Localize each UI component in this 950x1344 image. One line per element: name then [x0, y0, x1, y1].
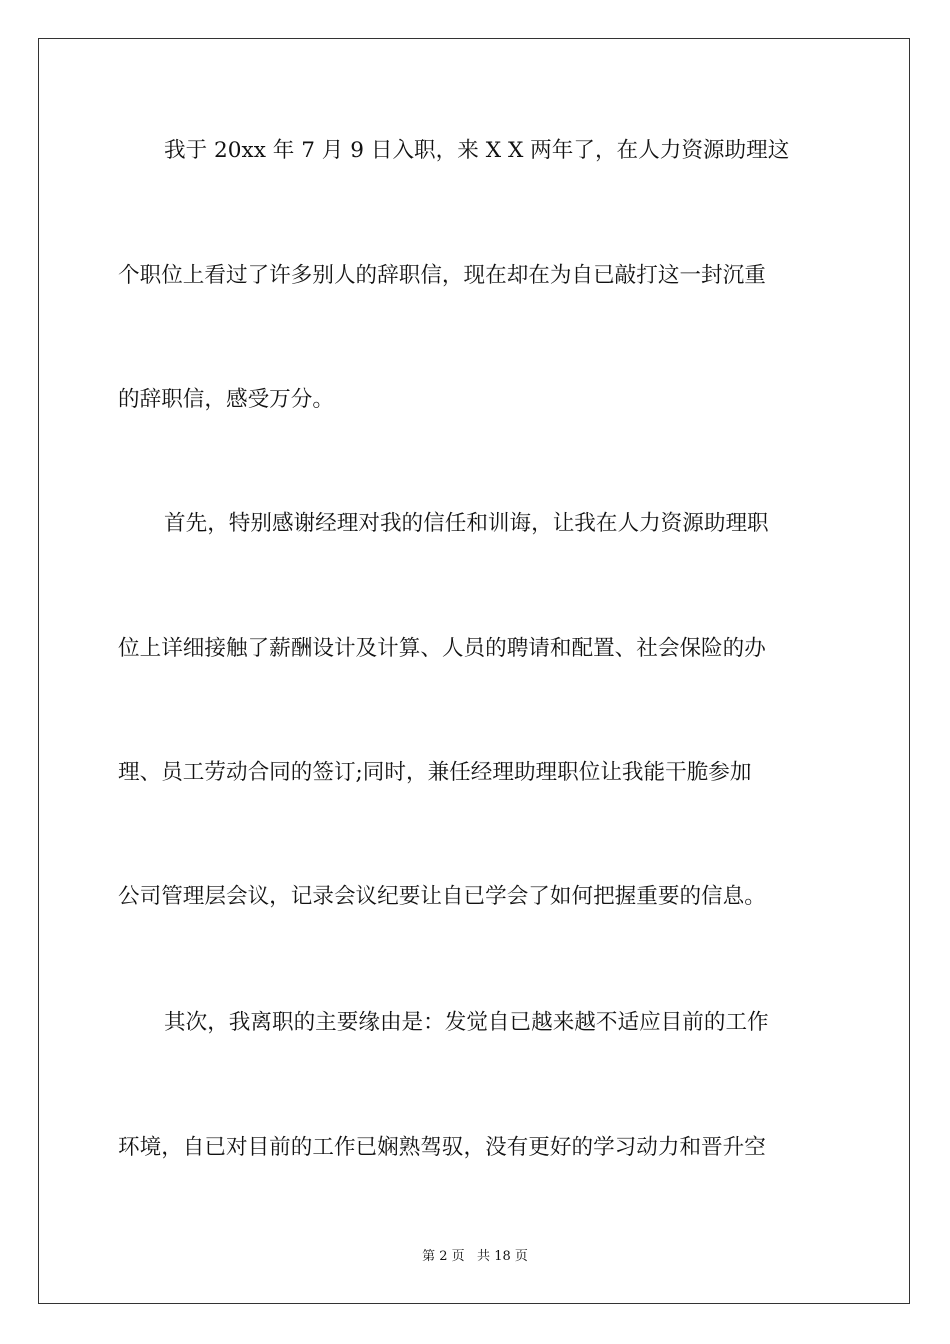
page-border	[38, 38, 910, 1304]
paragraph-1-line-2: 个职位上看过了许多别人的辞职信，现在却在为自已敲打这一封沉重	[118, 263, 766, 288]
paragraph-3-line-2: 环境，自已对目前的工作已娴熟驾驭，没有更好的学习动力和晋升空	[118, 1135, 766, 1160]
paragraph-2-line-3: 理、员工劳动合同的签订;同时，兼任经理助理职位让我能干脆参加	[118, 760, 752, 785]
paragraph-1-line-1: 我于 20xx 年 7 月 9 日入职，来 X X 两年了，在人力资源助理这	[164, 138, 790, 163]
paragraph-2-line-4: 公司管理层会议，记录会议纪要让自已学会了如何把握重要的信息。	[118, 884, 766, 909]
paragraph-2-line-1: 首先，特别感谢经理对我的信任和训诲，让我在人力资源助理职	[164, 511, 769, 536]
page-number-footer: 第 2 页 共 18 页	[422, 1249, 528, 1264]
paragraph-1-line-3: 的辞职信，感受万分。	[118, 387, 334, 412]
paragraph-2-line-2: 位上详细接触了薪酬设计及计算、人员的聘请和配置、社会保险的办	[118, 636, 766, 661]
paragraph-3-line-1: 其次，我离职的主要缘由是：发觉自已越来越不适应目前的工作	[164, 1010, 769, 1035]
